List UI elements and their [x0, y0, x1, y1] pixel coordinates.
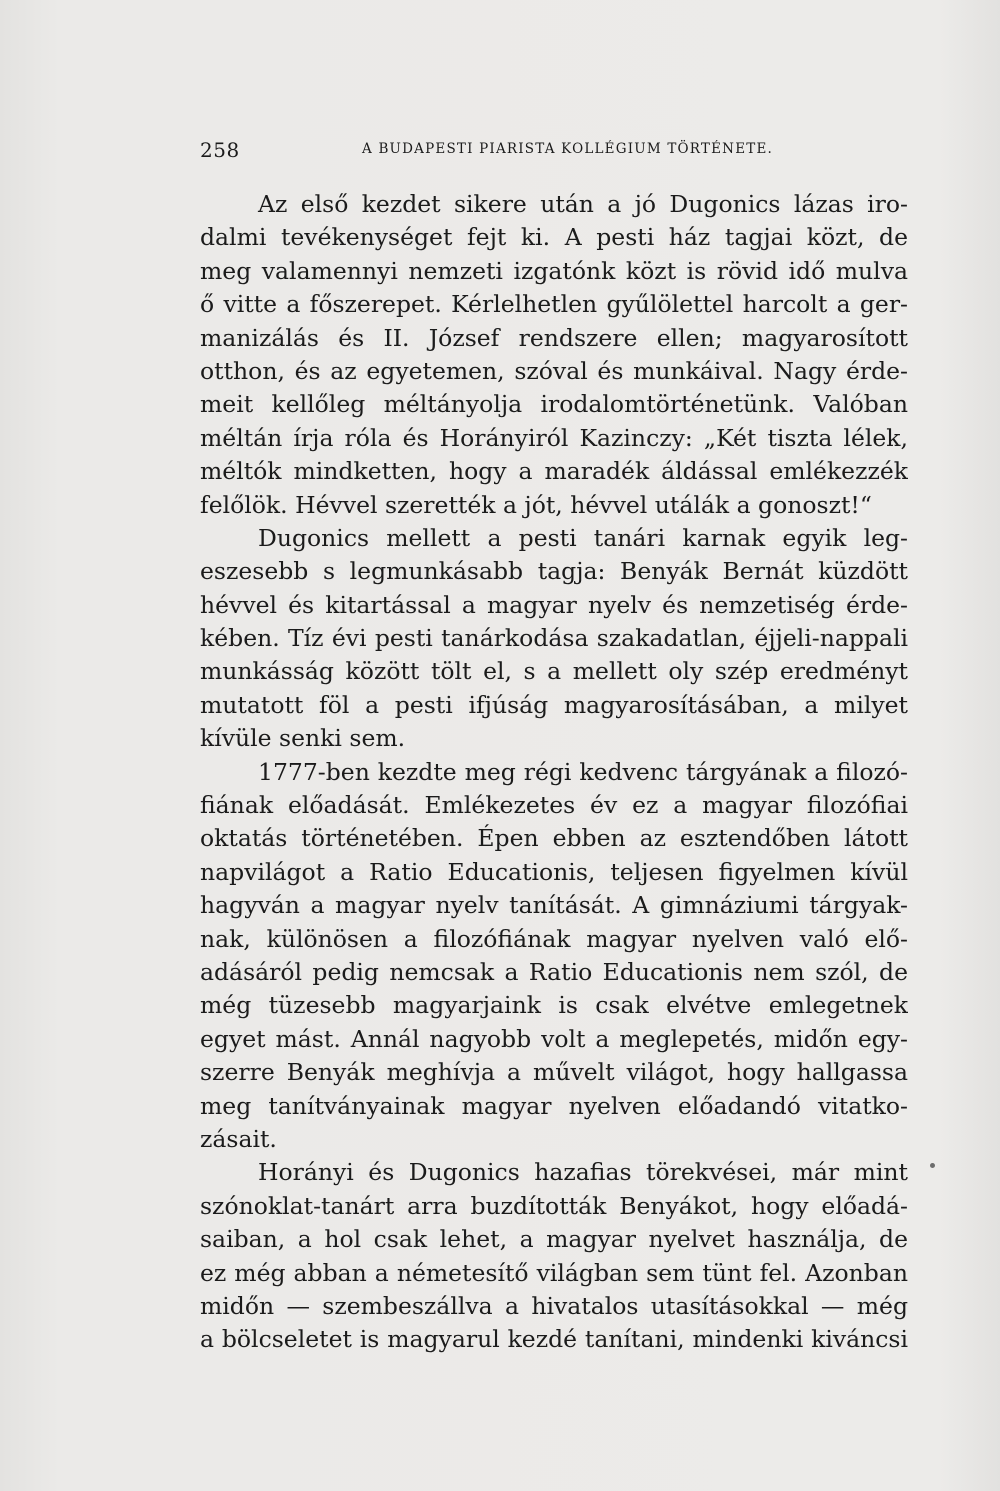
text-line: dalmi tevékenységet fejt ki. A pesti ház tagjai közt, de	[200, 223, 908, 252]
ink-speck	[930, 1163, 935, 1168]
text-line: a bölcseletet is magyarul kezdé tanítani, mindenki kiváncsi	[200, 1325, 908, 1354]
text-line: fiának előadását. Emlékezetes év ez a magyar filozófiai	[200, 791, 908, 820]
text-line: ő vitte a főszerepet. Kérlelhetlen gyűlölettel harcolt a ger-	[200, 290, 908, 319]
text-line: kívüle senki sem.	[200, 724, 406, 753]
text-line: hagyván a magyar nyelv tanítását. A gimnáziumi tárgyak-	[200, 891, 908, 920]
text-line: ez még abban a németesítő világban sem tünt fel. Azonban	[200, 1258, 908, 1287]
text-line: mutatott föl a pesti ifjúság magyarosításában, a milyet	[200, 690, 908, 719]
text-line: kében. Tíz évi pesti tanárkodása szakadatlan, éjjeli-nappali	[200, 624, 908, 653]
text-line: otthon, és az egyetemen, szóval és munkáival. Nagy érde-	[200, 356, 908, 385]
text-line: Horányi és Dugonics hazafias törekvései, már mint	[258, 1158, 908, 1187]
text-line: midőn — szembeszállva a hivatalos utasításokkal — még	[200, 1291, 908, 1320]
text-line: munkásság között tölt el, s a mellett oly szép eredményt	[200, 657, 908, 686]
text-line: Az első kezdet sikere után a jó Dugonics lázas iro-	[258, 190, 908, 218]
text-line: méltók mindketten, hogy a maradék áldással emlékezzék	[200, 457, 908, 486]
text-line: szónoklat-tanárt arra buzdították Benyákot, hogy előadá-	[200, 1191, 908, 1220]
page-header	[200, 138, 908, 168]
text-line: meg valamennyi nemzeti izgatónk közt is rövid idő mulva	[200, 256, 908, 285]
text-line: Dugonics mellett a pesti tanári karnak egyik leg-	[258, 523, 908, 552]
text-line: oktatás történetében. Épen ebben az esztendőben látott	[200, 824, 908, 853]
text-line: napvilágot a Ratio Educationis, teljesen figyelmen kívül	[200, 857, 908, 886]
text-line: zásait.	[200, 1124, 277, 1153]
text-line: még tüzesebb magyarjaink is csak elvétve emlegetnek	[200, 991, 908, 1020]
text-line: méltán írja róla és Horányiról Kazinczy: „Két tiszta lélek,	[200, 423, 908, 452]
text-line: adásáról pedig nemcsak a Ratio Educationis nem szól, de	[200, 957, 908, 986]
text-line: meg tanítványainak magyar nyelven előadandó vitatko-	[200, 1091, 908, 1120]
page-number: 258	[200, 138, 240, 162]
text-line: egyet mást. Annál nagyobb volt a meglepetés, midőn egy-	[200, 1024, 908, 1053]
text-line: felőlök. Hévvel szerették a jót, hévvel utálák a gonoszt!“	[200, 490, 872, 519]
text-line: saiban, a hol csak lehet, a magyar nyelvet használja, de	[200, 1225, 908, 1254]
running-head: A BUDAPESTI PIARISTA KOLLÉGIUM TÖRTÉNETE.	[362, 141, 774, 157]
text-line: 1777-ben kezdte meg régi kedvenc tárgyának a filozó-	[258, 757, 908, 786]
text-line: nak, különösen a filozófiának magyar nyelven való elő-	[200, 924, 908, 953]
text-line: hévvel és kitartással a magyar nyelv és nemzetiség érde-	[200, 590, 908, 619]
text-line: eszesebb s legmunkásabb tagja: Benyák Bernát küzdött	[200, 557, 908, 586]
body-text	[200, 188, 908, 1357]
text-line: meit kellőleg méltányolja irodalomtörténetünk. Valóban	[200, 390, 908, 419]
text-line: manizálás és II. József rendszere ellen; magyarosított	[200, 323, 908, 352]
text-line: szerre Benyák meghívja a művelt világot, hogy hallgassa	[200, 1058, 908, 1087]
